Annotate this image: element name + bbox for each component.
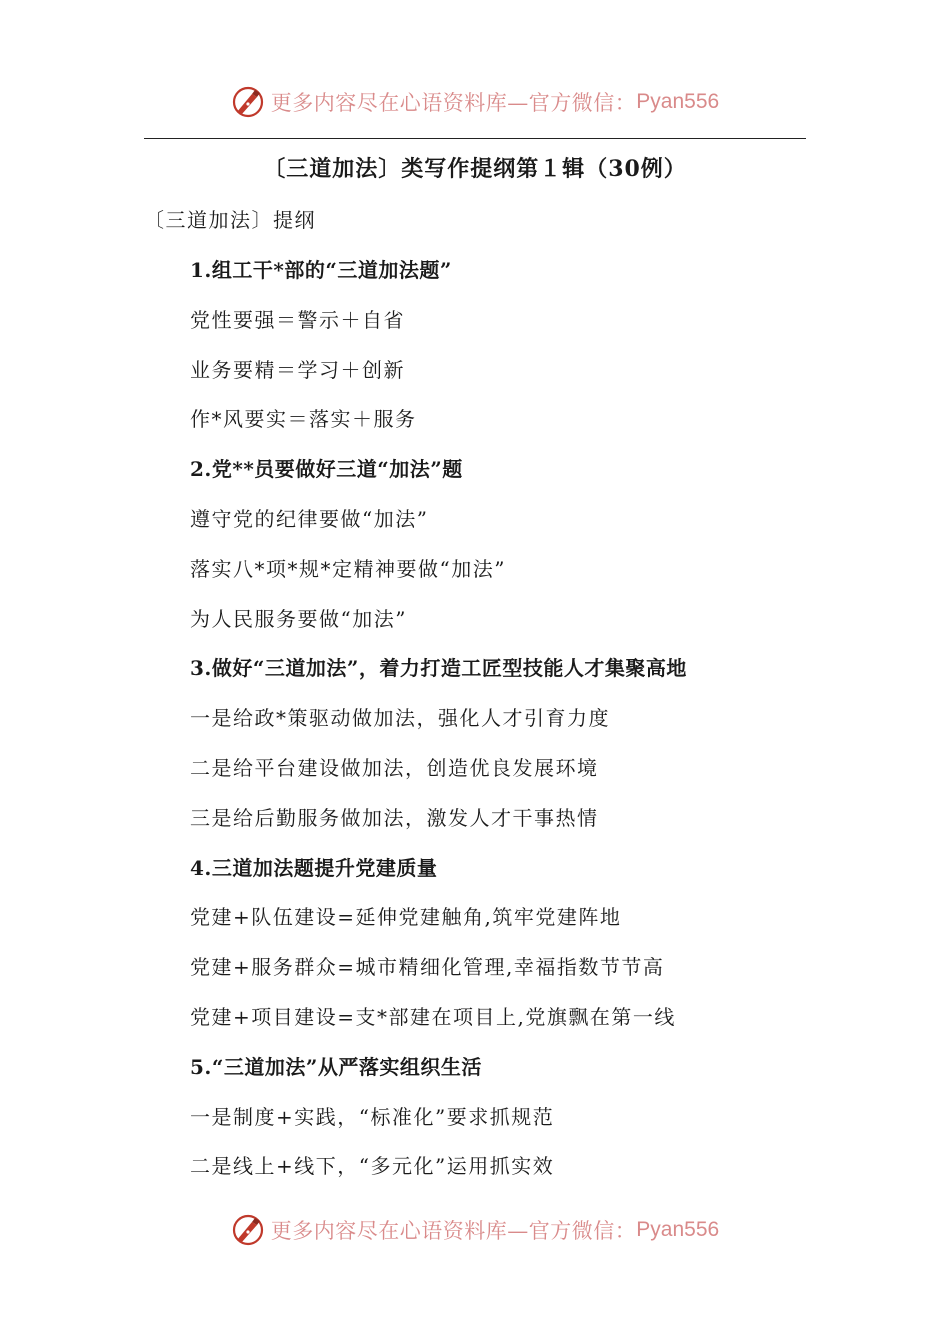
pen-nib-logo-icon (231, 85, 265, 119)
outline-heading: 2.党**员要做好三道“加法”题 (190, 457, 463, 482)
outline-item: 党建+队伍建设=延伸党建触角,筑牢党建阵地 (190, 905, 622, 930)
pen-nib-logo-icon (231, 1213, 265, 1247)
outline-item: 二是给平台建设做加法，创造优良发展环境 (190, 755, 599, 780)
outline-item: 业务要精＝学习＋创新 (190, 357, 405, 382)
outline-heading: 3.做好“三道加法”，着力打造工匠型技能人才集聚高地 (190, 656, 687, 681)
document-title: 〔三道加法〕类写作提纲第１辑（30例） (263, 156, 687, 182)
outline-heading: 4.三道加法题提升党建质量 (190, 855, 438, 880)
outline-heading: 5.“三道加法”从严落实组织生活 (190, 1054, 482, 1079)
outline-item: 落实八*项*规*定精神要做“加法” (190, 556, 506, 581)
outline-item: 为人民服务要做“加法” (190, 606, 407, 631)
outline-heading: 1.组工干*部的“三道加法题” (190, 258, 452, 282)
header-watermark (0, 80, 950, 124)
outline-item: 三是给后勤服务做加法，激发人才干事热情 (190, 805, 599, 830)
footer-watermark (0, 1208, 950, 1252)
outline-item: 党性要强＝警示＋自省 (190, 307, 405, 332)
outline-item: 一是给政*策驱动做加法，强化人才引育力度 (190, 706, 610, 731)
watermark-text: 更多内容尽在心语资料库—官方微信： (270, 91, 637, 115)
outline-item: 党建+项目建设=支*部建在项目上,党旗飘在第一线 (190, 1004, 676, 1029)
outline-item: 作*风要实＝落实＋服务 (190, 407, 417, 432)
outline-item: 党建+服务群众=城市精细化管理,幸福指数节节高 (190, 955, 665, 980)
watermark-wechat-id: Pyan556 (636, 90, 720, 113)
outline-item: 一是制度+实践，“标准化”要求抓规范 (190, 1104, 555, 1129)
outline-item: 二是线上+线下，“多元化”运用抓实效 (190, 1154, 555, 1179)
section-label: 〔三道加法〕提纲 (144, 208, 316, 232)
outline-item: 遵守党的纪律要做“加法” (190, 506, 429, 531)
header-divider (144, 138, 806, 139)
watermark-wechat-id: Pyan556 (636, 1218, 720, 1241)
watermark-text: 更多内容尽在心语资料库—官方微信： (270, 1219, 637, 1243)
outline-content (190, 246, 810, 1192)
